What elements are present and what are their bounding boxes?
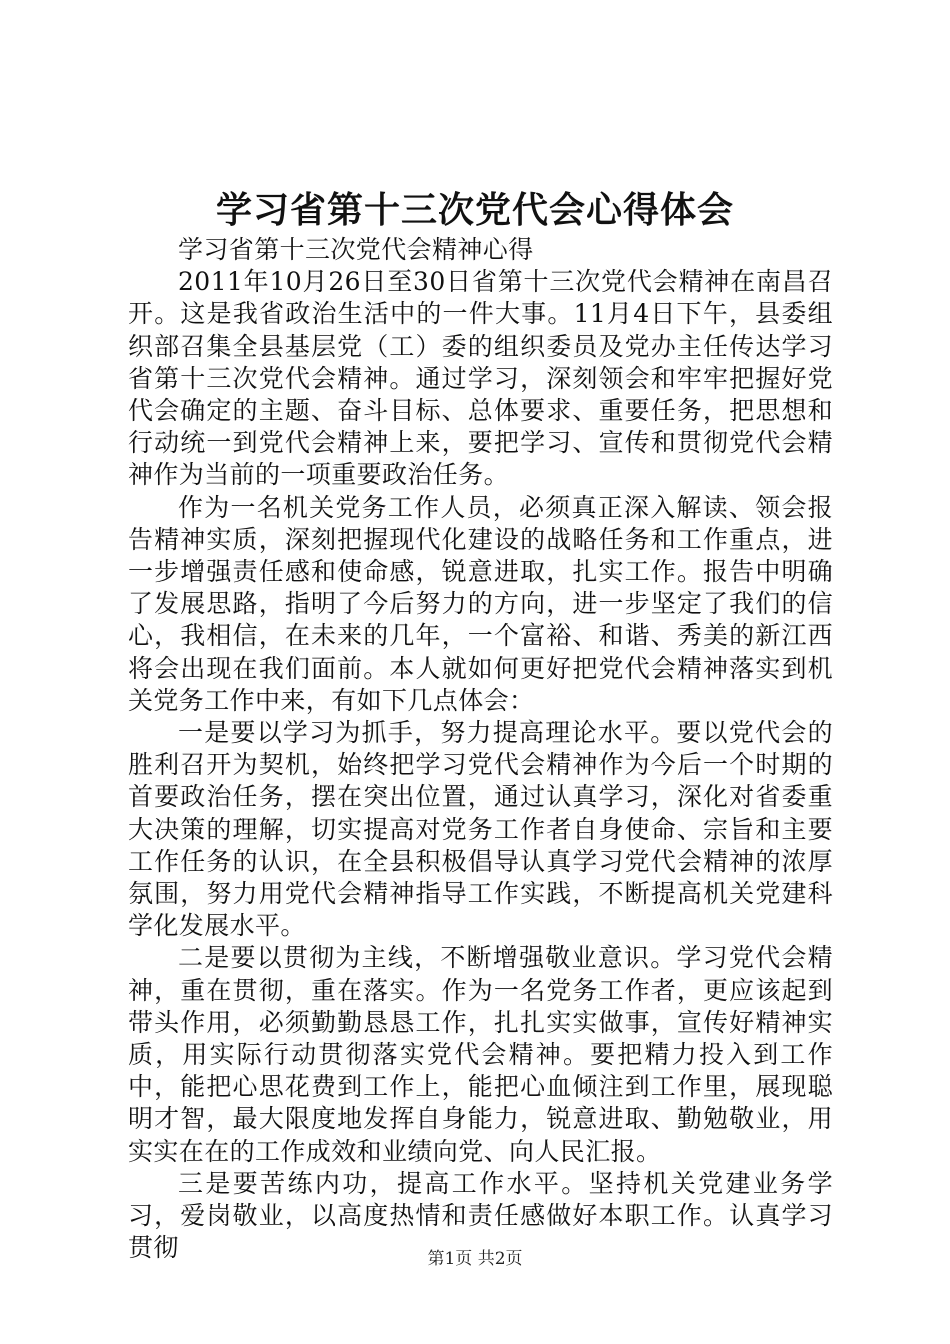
document-title: 学习省第十三次党代会心得体会: [215, 189, 734, 231]
subtitle-paragraph: 学习省第十三次党代会精神心得: [178, 235, 534, 264]
page-number-footer: 第1页 共2页: [427, 1249, 523, 1269]
paragraph: 一是要以学习为抓手，努力提高理论水平。要以党代会的胜利召开为契机，始终把学习党代会精神作为今后一个时期的首要政治任务，摆在突出位置，通过认真学习，深化对省委重大决策的理解，切实提高对党务工作者自身使命、宗旨和主要工作任务的认识，在全县积极倡导认真学习党代会精神的浓厚氛围，努力用党代会精神指导工作实践，不断提高机关党建科学化发展水平。: [128, 718, 833, 941]
paragraph: 作为一名机关党务工作人员，必须真正深入解读、领会报告精神实质，深刻把握现代化建设的战略任务和工作重点，进一步增强责任感和使命感，锐意进取，扎实工作。报告中明确了发展思路，指明了今后努力的方向，进一步坚定了我们的信心，我相信，在未来的几年，一个富裕、和谐、秀美的新江西将会出现在我们面前。本人就如何更好把党代会精神落实到机关党务工作中来，有如下几点体会：: [128, 492, 833, 715]
paragraph: 2011年10月26日至30日省第十三次党代会精神在南昌召开。这是我省政治生活中的一件大事。11月4日下午，县委组织部召集全县基层党（工）委的组织委员及党办主任传达学习省第十三次党代会精神。通过学习，深刻领会和牢牢把握好党代会确定的主题、奋斗目标、总体要求、重要任务，把思想和行动统一到党代会精神上来，要把学习、宣传和贯彻党代会精神作为当前的一项重要政治任务。: [128, 267, 833, 490]
document-body: [128, 234, 833, 1265]
paragraph: 三是要苦练内功，提高工作水平。坚持机关党建业务学习，爱岗敬业，以高度热情和责任感做好本职工作。认真学习贯彻: [128, 1168, 833, 1263]
paragraph: 二是要以贯彻为主线，不断增强敬业意识。学习党代会精神，重在贯彻，重在落实。作为一名党务工作者，更应该起到带头作用，必须勤勤恳恳工作，扎扎实实做事，宣传好精神实质，用实际行动贯彻落实党代会精神。要把精力投入到工作中，能把心思花费到工作上，能把心血倾注到工作里，展现聪明才智，最大限度地发挥自身能力，锐意进取、勤勉敬业，用实实在在的工作成效和业绩向党、向人民汇报。: [128, 943, 833, 1166]
